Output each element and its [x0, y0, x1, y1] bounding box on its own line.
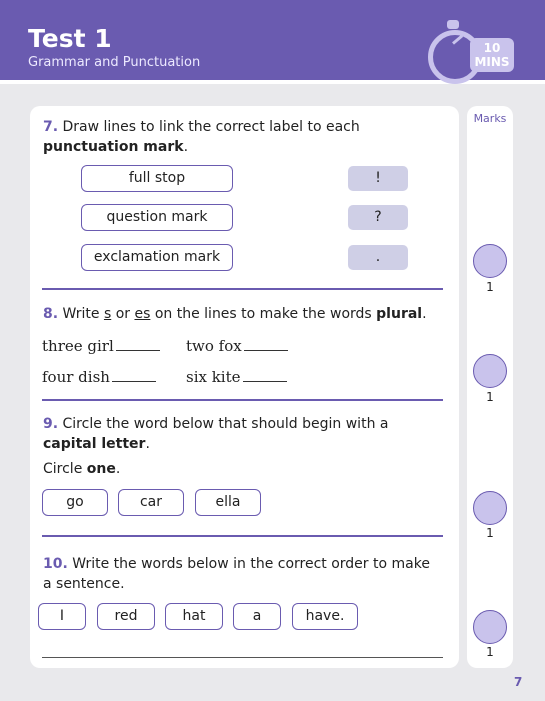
punctuation-question[interactable]: ?	[348, 205, 408, 230]
q8-text-b: on the lines to make the words	[154, 306, 372, 322]
timer-unit: MINS	[474, 55, 510, 69]
q10-word-red[interactable]: red	[97, 603, 155, 630]
q8-word-text: six kite	[186, 368, 241, 386]
punctuation-full-stop[interactable]: .	[348, 245, 408, 270]
mark-circle-q10[interactable]	[473, 610, 507, 644]
timer-value: 10	[483, 41, 501, 55]
q8-word-2	[186, 337, 288, 355]
mark-circle-q8[interactable]	[473, 354, 507, 388]
q10-word-a[interactable]: a	[233, 603, 281, 630]
q8-word-text: two fox	[186, 337, 242, 355]
answer-blank[interactable]	[112, 381, 156, 382]
q9-bold: capital letter	[43, 436, 146, 452]
q7-number: 7.	[43, 119, 59, 135]
timer-label	[470, 38, 514, 72]
timer-badge	[428, 20, 524, 80]
q10-word-have[interactable]: have.	[292, 603, 358, 630]
header	[0, 0, 545, 84]
q10-number: 10.	[43, 556, 68, 572]
q10-text: Write the words below in the correct order to make	[72, 556, 430, 572]
q8-option-es: es	[134, 306, 151, 322]
q9-text: Circle the word below that should begin with a	[62, 416, 389, 432]
q10-prompt	[43, 554, 443, 594]
q8-prompt	[43, 304, 443, 324]
page-title: Test 1	[28, 24, 112, 53]
mark-value-q9: 1	[486, 526, 494, 540]
q9-option-go[interactable]: go	[42, 489, 108, 516]
q8-bold: plural	[376, 306, 423, 322]
mark-circle-q9[interactable]	[473, 491, 507, 525]
mark-circle-q7[interactable]	[473, 244, 507, 278]
mark-value-q10: 1	[486, 645, 494, 659]
q9-circle-a: Circle	[43, 461, 83, 477]
label-exclamation-mark[interactable]: exclamation mark	[81, 244, 233, 271]
stopwatch-knob	[447, 20, 459, 29]
mark-value-q8: 1	[486, 390, 494, 404]
q7-text: Draw lines to link the correct label to each	[62, 119, 360, 135]
q7-bold: punctuation mark	[43, 139, 184, 155]
q9-number: 9.	[43, 416, 59, 432]
q8-word-text: three girl	[42, 337, 114, 355]
answer-blank[interactable]	[116, 350, 160, 351]
q9-instruction	[43, 459, 443, 479]
q8-end: .	[422, 306, 427, 322]
answer-blank[interactable]	[243, 381, 287, 382]
q7-prompt	[43, 117, 443, 157]
q8-word-text: four dish	[42, 368, 110, 386]
divider-q8	[42, 399, 443, 401]
label-question-mark[interactable]: question mark	[81, 204, 233, 231]
q8-text-a: Write	[62, 306, 100, 322]
divider-q9	[42, 535, 443, 537]
q8-number: 8.	[43, 306, 59, 322]
punctuation-exclamation[interactable]: !	[348, 166, 408, 191]
q8-word-4	[186, 368, 287, 386]
q8-word-3	[42, 368, 156, 386]
divider-q7	[42, 288, 443, 290]
label-full-stop[interactable]: full stop	[81, 165, 233, 192]
q7-end: .	[183, 139, 189, 155]
q10-word-hat[interactable]: hat	[165, 603, 223, 630]
page-subtitle: Grammar and Punctuation	[28, 55, 201, 70]
q9-option-car[interactable]: car	[118, 489, 184, 516]
answer-blank[interactable]	[244, 350, 288, 351]
q9-option-ella[interactable]: ella	[195, 489, 261, 516]
q10-text-b: a sentence.	[43, 576, 125, 592]
q9-prompt	[43, 414, 443, 454]
q8-word-1	[42, 337, 160, 355]
q9-circle-b: one	[86, 461, 116, 477]
q9-end: .	[145, 436, 150, 452]
q10-answer-line[interactable]	[42, 657, 443, 658]
page-number: 7	[514, 675, 523, 689]
q10-word-i[interactable]: I	[38, 603, 86, 630]
mark-value-q7: 1	[486, 280, 494, 294]
q8-option-s: s	[103, 306, 112, 322]
q9-circle-c: .	[115, 461, 121, 477]
marks-title: Marks	[473, 112, 507, 125]
q8-or: or	[115, 306, 131, 322]
